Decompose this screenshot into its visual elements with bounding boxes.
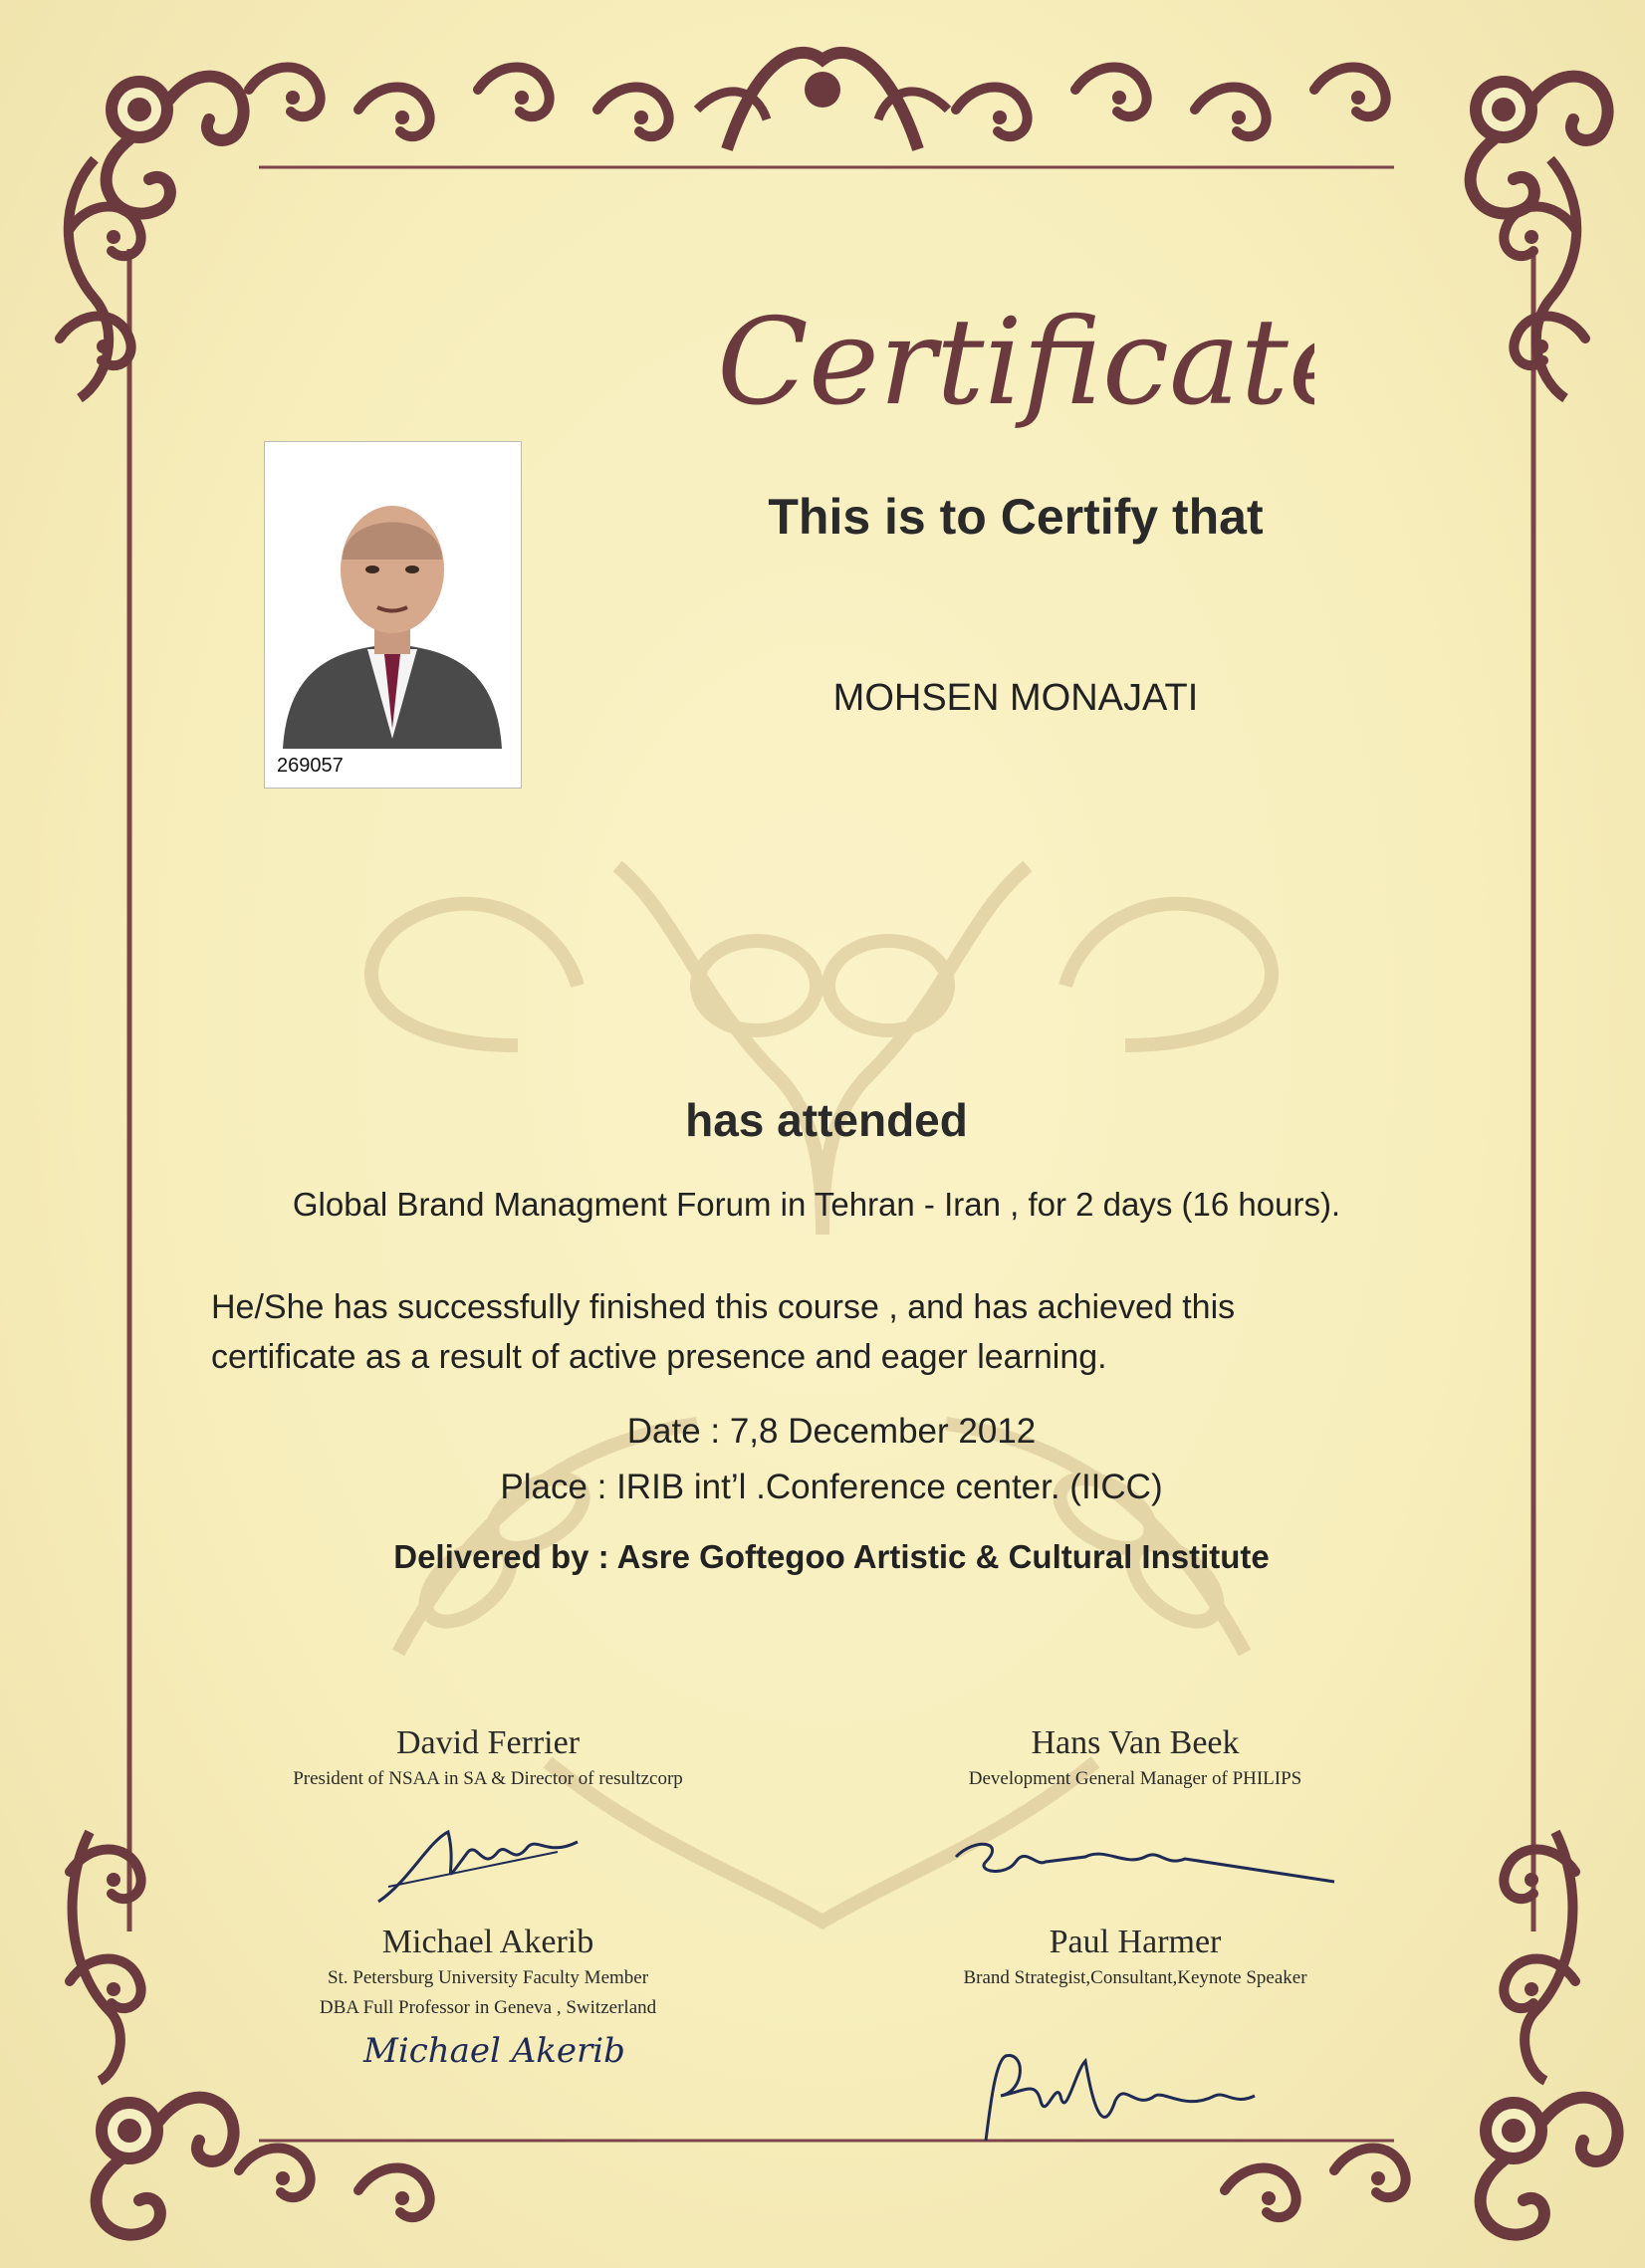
completion-statement (211, 1282, 1506, 1382)
signatory-role: Development General Manager of PHILIPS (968, 1768, 1302, 1789)
signatory-name: Michael Akerib (381, 1924, 594, 1960)
signature-david-ferrier (368, 1812, 588, 1922)
signatory-hans-van-beek (856, 1724, 1414, 1792)
signatory-role: Brand Strategist,Consultant,Keynote Speaker (963, 1967, 1307, 1988)
course-place: Place : IRIB int’l .Conference center. (IICC) (500, 1468, 1163, 1506)
signature-hans-van-beek (946, 1827, 1344, 1897)
recipient-name: MOHSEN MONAJATI (832, 677, 1199, 719)
signature-paul-harmer (966, 2041, 1265, 2151)
signatory-role: DBA Full Professor in Geneva , Switzerland (319, 1997, 657, 2018)
signatory-name: Paul Harmer (1049, 1924, 1222, 1960)
signatory-role: President of NSAA in SA & Director of resultzcorp (293, 1768, 683, 1789)
certify-line: This is to Certify that (768, 489, 1264, 545)
portrait-image (273, 450, 512, 749)
signature-michael-akerib: Michael Akerib (363, 2031, 625, 2071)
signatory-michael-akerib (209, 1924, 767, 2021)
attended-heading: has attended (685, 1094, 968, 1146)
signatory-name: David Ferrier (395, 1724, 581, 1761)
course-description: Global Brand Managment Forum in Tehran - Iran , for 2 days (16 hours). (292, 1186, 1341, 1223)
photo-id-number: 269057 (277, 755, 344, 777)
signatory-role: St. Petersburg University Faculty Member (327, 1967, 649, 1988)
signatory-name: Hans Van Beek (1031, 1724, 1240, 1761)
recipient-photo (264, 441, 522, 789)
certificate-title (697, 269, 1314, 458)
course-date: Date : 7,8 December 2012 (626, 1412, 1037, 1451)
delivered-by: Delivered by : Asre Goftegoo Artistic & Cultural Institute (393, 1538, 1270, 1575)
certificate-title-text: Certificate (717, 294, 1314, 432)
completion-line-2: certificate as a result of active presence and eager learning. (211, 1338, 1107, 1376)
signatory-paul-harmer (856, 1924, 1414, 1991)
completion-line-1: He/She has successfully finished this course , and has achieved this (211, 1288, 1236, 1326)
signatory-david-ferrier (209, 1724, 767, 1792)
